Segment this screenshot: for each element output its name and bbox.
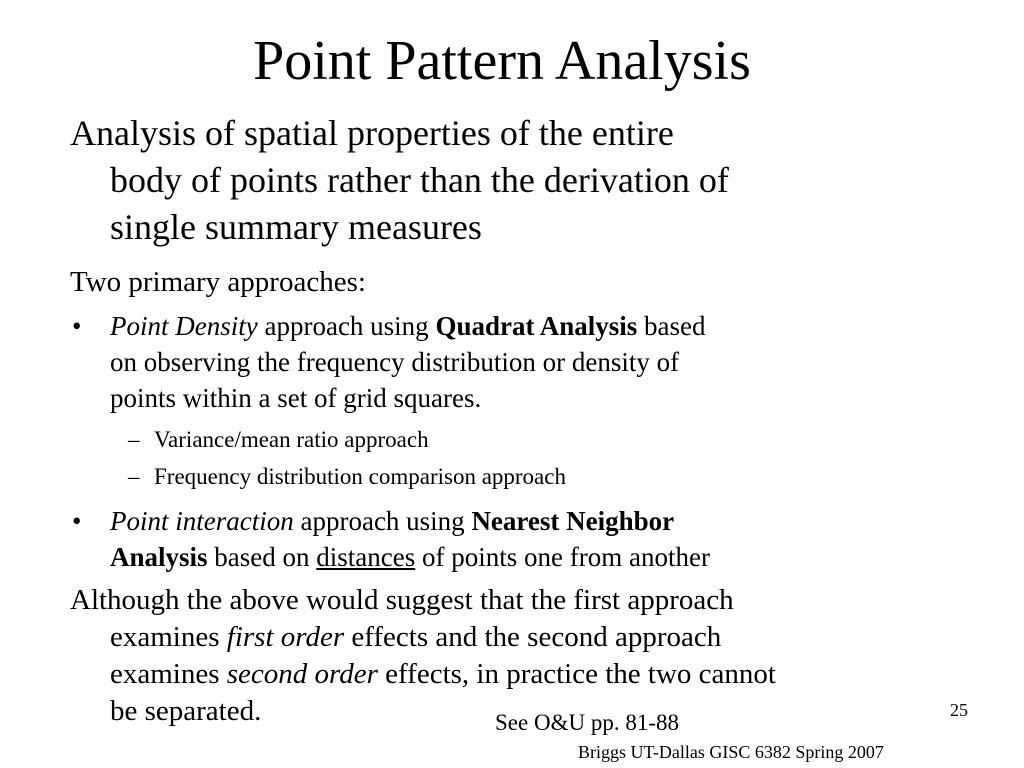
second-order-term: second order	[226, 658, 378, 690]
conclusion-line-2b: effects and the second approach	[344, 621, 722, 653]
quadrat-analysis-term: Quadrat Analysis	[435, 311, 638, 341]
conclusion-paragraph	[70, 582, 776, 730]
bullet-marker: •	[72, 506, 82, 536]
conclusion-line-3a: examines	[110, 658, 227, 690]
conclusion-line-3b: effects, in practice the two cannot	[377, 658, 776, 690]
slide-footer: Briggs UT-Dallas GISC 6382 Spring 2007	[578, 742, 884, 762]
reference-note: See O&U pp. 81-88	[495, 710, 679, 735]
conclusion-line-2a: examines	[110, 621, 227, 653]
point-interaction-term: Point interaction	[110, 506, 294, 536]
intro-line-1: Analysis of spatial properties of the entire	[70, 113, 674, 153]
bullet1-mid: approach using	[257, 311, 436, 341]
bullet2-mid: approach using	[293, 506, 472, 536]
analysis-term: Analysis	[110, 542, 208, 572]
approaches-heading: Two primary approaches:	[70, 266, 366, 298]
bullet1-line-3: points within a set of grid squares.	[110, 383, 482, 413]
slide-title: Point Pattern Analysis	[253, 30, 751, 92]
bullet-marker: •	[72, 311, 82, 341]
bullet1-line-2: on observing the frequency distribution or density of	[110, 347, 680, 377]
first-order-term: first order	[226, 621, 345, 653]
conclusion-line-1: Although the above would suggest that the first approach	[70, 584, 734, 616]
intro-line-2: body of points rather than the derivation of	[110, 160, 729, 200]
nearest-neighbor-term: Nearest Neighbor	[471, 506, 675, 536]
sub-marker: –	[128, 427, 140, 452]
page-number: 25	[950, 700, 968, 720]
sub-marker: –	[128, 464, 140, 489]
intro-line-3: single summary measures	[110, 207, 482, 247]
conclusion-line-4: be separated.	[110, 695, 262, 727]
point-density-term: Point Density	[110, 311, 258, 341]
distances-term: distances	[316, 542, 416, 572]
intro-paragraph	[70, 110, 729, 251]
bullet1-rest: based	[637, 311, 706, 341]
bullet2-mid2: based on	[207, 542, 317, 572]
bullet2-rest: of points one from another	[415, 542, 710, 572]
sub-item-text: Variance/mean ratio approach	[154, 427, 429, 452]
sub-item-text: Frequency distribution comparison approach	[154, 464, 566, 489]
